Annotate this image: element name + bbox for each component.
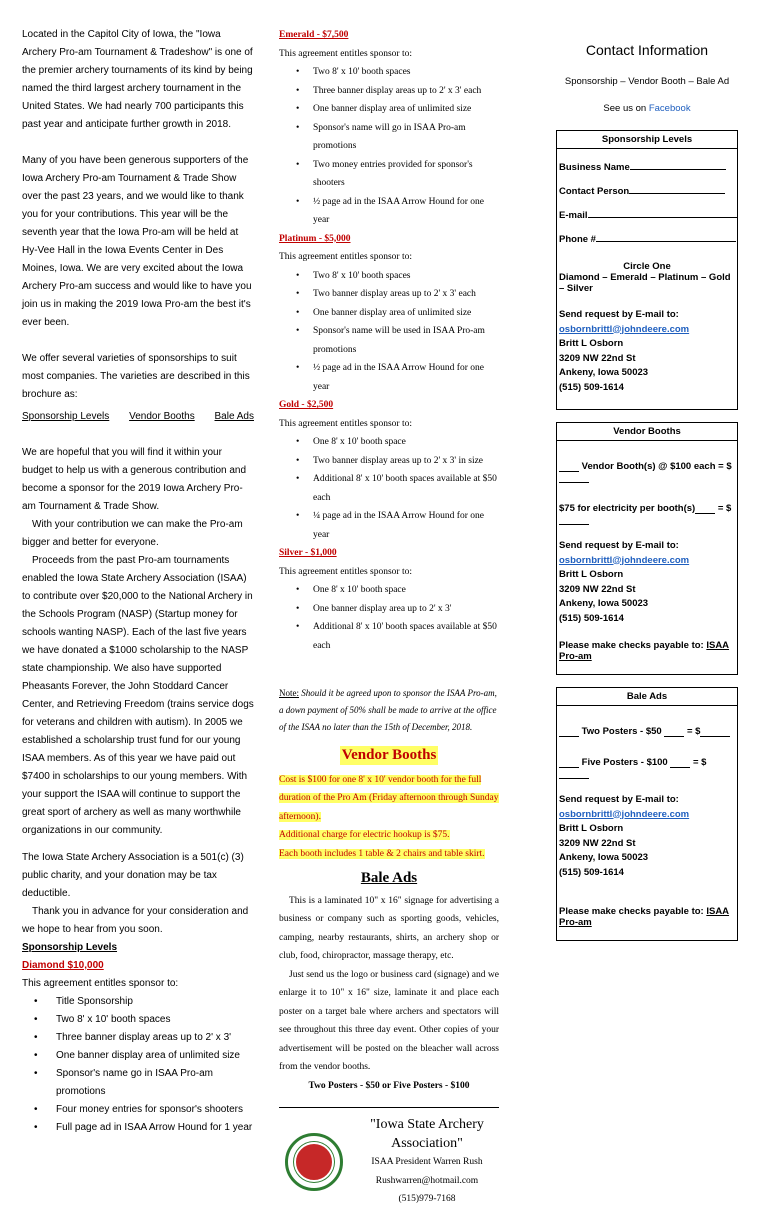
- diamond-title: Diamond $10,000: [22, 960, 104, 971]
- contact-person-field[interactable]: Contact Person: [557, 186, 737, 197]
- left-column: [22, 26, 254, 1137]
- sponsorship-form: [556, 130, 738, 410]
- list-item: • One 8' x 10' booth space: [279, 433, 499, 452]
- variety-bale: Bale Ads: [214, 411, 254, 422]
- list-item: • Two 8' x 10' booth spaces: [279, 267, 499, 286]
- logo-emblem-icon: [294, 1142, 334, 1182]
- gold-intro: This agreement entitles sponsor to:: [279, 418, 412, 429]
- bale-payable: Please make checks payable to: ISAA Pro-am: [559, 906, 730, 928]
- email-field[interactable]: E-mail: [557, 210, 737, 221]
- silver-intro: This agreement entitles sponsor to:: [279, 566, 412, 577]
- platinum-intro: This agreement entitles sponsor to:: [279, 252, 412, 262]
- two-posters-order[interactable]: Two Posters - $50 = $: [557, 726, 737, 737]
- vendor-includes: Each booth includes 1 table & 2 chairs and table skirt.: [279, 848, 485, 859]
- association-email: Rushwarren@hotmail.com: [375, 1175, 479, 1186]
- association-name: "Iowa State Archery Association": [370, 1117, 484, 1151]
- vendor-cost: Cost is $100 for one 8' x 10' vendor booth for the full duration of the Pro Am (Friday afternoon through Sunday afternoon).: [279, 774, 499, 822]
- isaa-logo: [285, 1133, 343, 1191]
- list-item: • Sponsor's name will go in ISAA Pro-am promotions: [279, 119, 499, 156]
- contact-title: Contact Information: [585, 42, 709, 58]
- list-item: • Three banner display areas up to 2' x 3' each: [279, 82, 499, 101]
- budget-paragraph: We are hopeful that you will find it within your budget to help us with a generous contribution and become a sponsor for the 2019 Iowa Archery Pro-am Tournament & Trade Show.: [22, 447, 247, 512]
- association-president: ISAA President Warren Rush: [371, 1157, 483, 1167]
- emerald-intro: This agreement entitles sponsor to:: [279, 48, 412, 59]
- note-text: Should it be agreed upon to sponsor the ISAA Pro-am, a down payment of 50% shall be made to arrive at the office of the ISAA no later than the 15th of December, 2018.: [279, 688, 497, 732]
- list-item: • Sponsor's name will be used in ISAA Pro-am promotions: [279, 322, 499, 359]
- variety-vendor: Vendor Booths: [129, 411, 195, 422]
- vendor-payable: Please make checks payable to: ISAA Pro-am: [559, 640, 730, 662]
- platinum-title: Platinum - $5,000: [279, 233, 351, 244]
- electricity-order[interactable]: $75 for electricity per booth(s) = $: [557, 503, 737, 525]
- send-request-block: Send request by E-mail to: osbornbrittl@johndeere.com Britt L Osborn 3209 NW 22nd St Ankeny, Iowa 50023 (515) 509-1614: [559, 309, 690, 393]
- list-item: • ½ page ad in the ISAA Arrow Hound for one year: [279, 359, 499, 396]
- five-posters-order[interactable]: Five Posters - $100 = $: [557, 757, 737, 779]
- bale-form-header: Bale Ads: [557, 688, 737, 706]
- vendor-lines: [279, 771, 499, 864]
- bale-price: Two Posters - $50 or Five Posters - $100: [308, 1080, 470, 1091]
- proceeds-paragraph: Proceeds from the past Pro-am tournaments enabled the Iowa State Archery Association (ISAA) to contribute over $20,000 to the National Archery in the Schools Program (NASP) (Startup money for schools wanting NASP). Each of the last five years we have donated a $1000 scholarship to the NASP state championship. We also have supported Pheasants Forever, the John Stoddard Cancer Center, and Retrieving Freedom (trains service dogs for veterans and children with autism). In 2005 we established a scholarship trust fund for our young ISAA members. As of this year we have paid out $7400 in scholarships to our young members. With your support the ISAA will continue to support the great sport of archery as well as many worthwhile organizations in our community.: [22, 555, 254, 836]
- circle-one-label: Circle One: [623, 261, 671, 272]
- facebook-line: [556, 103, 738, 114]
- list-item: • One banner display area of unlimited size: [22, 1047, 254, 1065]
- list-item: • One banner display area of unlimited size: [279, 100, 499, 119]
- vendor-form: [556, 422, 738, 675]
- gold-list: [279, 433, 499, 544]
- thanks-paragraph: Thank you in advance for your consideration and we hope to hear from you soon.: [22, 906, 249, 935]
- list-item: • ¼ page ad in the ISAA Arrow Hound for one year: [279, 507, 499, 544]
- bale-ads-title: Bale Ads: [360, 870, 418, 886]
- history-paragraph: Many of you have been generous supporters of the Iowa Archery Pro-am Tournament & Trade Show over the past 23 years, and we would like to thank you for your contributions. This year will be the seventh year that the Iowa Pro-am will be held at Hy-Vee Hall in the Iowa Events Center in Des Moines, Iowa. We are very excited about the Iowa Archery Pro-am success and would like to have you join us in making the 2019 Iowa Pro-am the best it's ever been.: [22, 155, 252, 328]
- list-item: • Title Sponsorship: [22, 993, 254, 1011]
- sponsorship-form-header: Sponsorship Levels: [557, 131, 737, 149]
- silver-list: [279, 581, 499, 655]
- vendor-booths-title: Vendor Booths: [341, 747, 437, 763]
- vendor-booth-order[interactable]: Vendor Booth(s) @ $100 each = $: [557, 461, 737, 483]
- association-block: [279, 1107, 499, 1209]
- platinum-list: [279, 267, 499, 397]
- list-item: • Three banner display areas up to 2' x 3': [22, 1029, 254, 1047]
- middle-column: [279, 26, 499, 1209]
- list-item: • Two banner display areas up to 2' x 3' in size: [279, 452, 499, 471]
- vendor-electric: Additional charge for electric hookup is $75.: [279, 830, 450, 840]
- list-item: • Sponsor's name go in ISAA Pro-am promotions: [22, 1065, 254, 1101]
- silver-title: Silver - $1,000: [279, 548, 337, 558]
- phone-field[interactable]: Phone #: [557, 234, 737, 245]
- charity-paragraph: The Iowa State Archery Association is a 501(c) (3) public charity, and your donation may be tax deductible.: [22, 852, 244, 899]
- emerald-list: [279, 63, 499, 230]
- facebook-link[interactable]: Facebook: [648, 103, 691, 114]
- bale-email-link[interactable]: osbornbrittl@johndeere.com: [559, 808, 690, 820]
- note-label: Note:: [279, 688, 299, 698]
- list-item: • Two 8' x 10' booth spaces: [279, 63, 499, 82]
- vendor-email-link[interactable]: osbornbrittl@johndeere.com: [559, 554, 690, 566]
- list-item: • Additional 8' x 10' booth spaces available at $50 each: [279, 470, 499, 507]
- list-item: • One banner display area up to 2' x 3': [279, 600, 499, 619]
- list-item: • Two 8' x 10' booth spaces: [22, 1011, 254, 1029]
- vendor-send-block: Send request by E-mail to: osbornbrittl@johndeere.com Britt L Osborn 3209 NW 22nd St Ankeny, Iowa 50023 (515) 509-1614: [559, 540, 690, 624]
- contribution-paragraph: With your contribution we can make the Pro-am bigger and better for everyone.: [22, 519, 243, 548]
- facebook-text: See us on: [603, 103, 647, 114]
- list-item: • One 8' x 10' booth space: [279, 581, 499, 600]
- association-phone: (515)979-7168: [398, 1194, 456, 1204]
- list-item: • Two banner display areas up to 2' x 3' each: [279, 285, 499, 304]
- intro-paragraph: Located in the Capitol City of Iowa, the "Iowa Archery Pro-am Tournament & Tradeshow" is one of the premier archery tournaments of its kind by being named the third largest archery tournament in the United States. We had nearly 700 participants this past year and anticipate further growth in 2018.: [22, 29, 253, 130]
- vendor-form-header: Vendor Booths: [557, 423, 737, 441]
- emerald-title: Emerald - $7,500: [279, 30, 349, 40]
- association-info: [355, 1116, 499, 1209]
- bale-paragraph-1: This is a laminated 10" x 16" signage for advertising a business or company such as sporting goods, vehicles, camping, nearby restaurants, shirts, an archery shop or club, food, chiropractor, massage therapy, etc.: [279, 895, 499, 961]
- list-item: • ½ page ad in the ISAA Arrow Hound for one year: [279, 193, 499, 230]
- bale-paragraph-2: Just send us the logo or business card (signage) and we enlarge it to 10" x 16" size, laminate it and place each poster on a target bale where archers and spectators will see throughout this three day event. Other copies of your advertisement will be posted on the bleacher wall across from the vendor booths.: [279, 969, 499, 1072]
- varieties-paragraph: We offer several varieties of sponsorships to suit most companies. The varieties are described in this brochure as:: [22, 353, 250, 400]
- sponsor-heading: Sponsorship Levels: [22, 942, 118, 953]
- contact-subtitle: Sponsorship – Vendor Booth – Bale Ad: [564, 76, 730, 87]
- diamond-list: [22, 993, 254, 1137]
- request-email-link[interactable]: osbornbrittl@johndeere.com: [559, 323, 690, 335]
- list-item: • Four money entries for sponsor's shooters: [22, 1101, 254, 1119]
- list-item: • Full page ad in ISAA Arrow Hound for 1 year: [22, 1119, 254, 1137]
- varieties-list: [22, 408, 254, 426]
- business-name-field[interactable]: Business Name: [557, 162, 737, 173]
- list-item: • Two money entries provided for sponsor's shooters: [279, 156, 499, 193]
- level-options[interactable]: Diamond – Emerald – Platinum – Gold – Silver: [559, 272, 731, 294]
- list-item: • One banner display area of unlimited size: [279, 304, 499, 323]
- gold-title: Gold - $2,500: [279, 400, 334, 410]
- diamond-intro: This agreement entitles sponsor to:: [22, 978, 179, 989]
- down-payment-note: [279, 685, 499, 736]
- bale-send-block: Send request by E-mail to: osbornbrittl@johndeere.com Britt L Osborn 3209 NW 22nd St Ankeny, Iowa 50023 (515) 509-1614: [559, 794, 690, 878]
- bale-form: [556, 687, 738, 941]
- right-column: [556, 26, 738, 941]
- list-item: • Additional 8' x 10' booth spaces available at $50 each: [279, 618, 499, 655]
- variety-sponsorship: Sponsorship Levels: [22, 411, 110, 422]
